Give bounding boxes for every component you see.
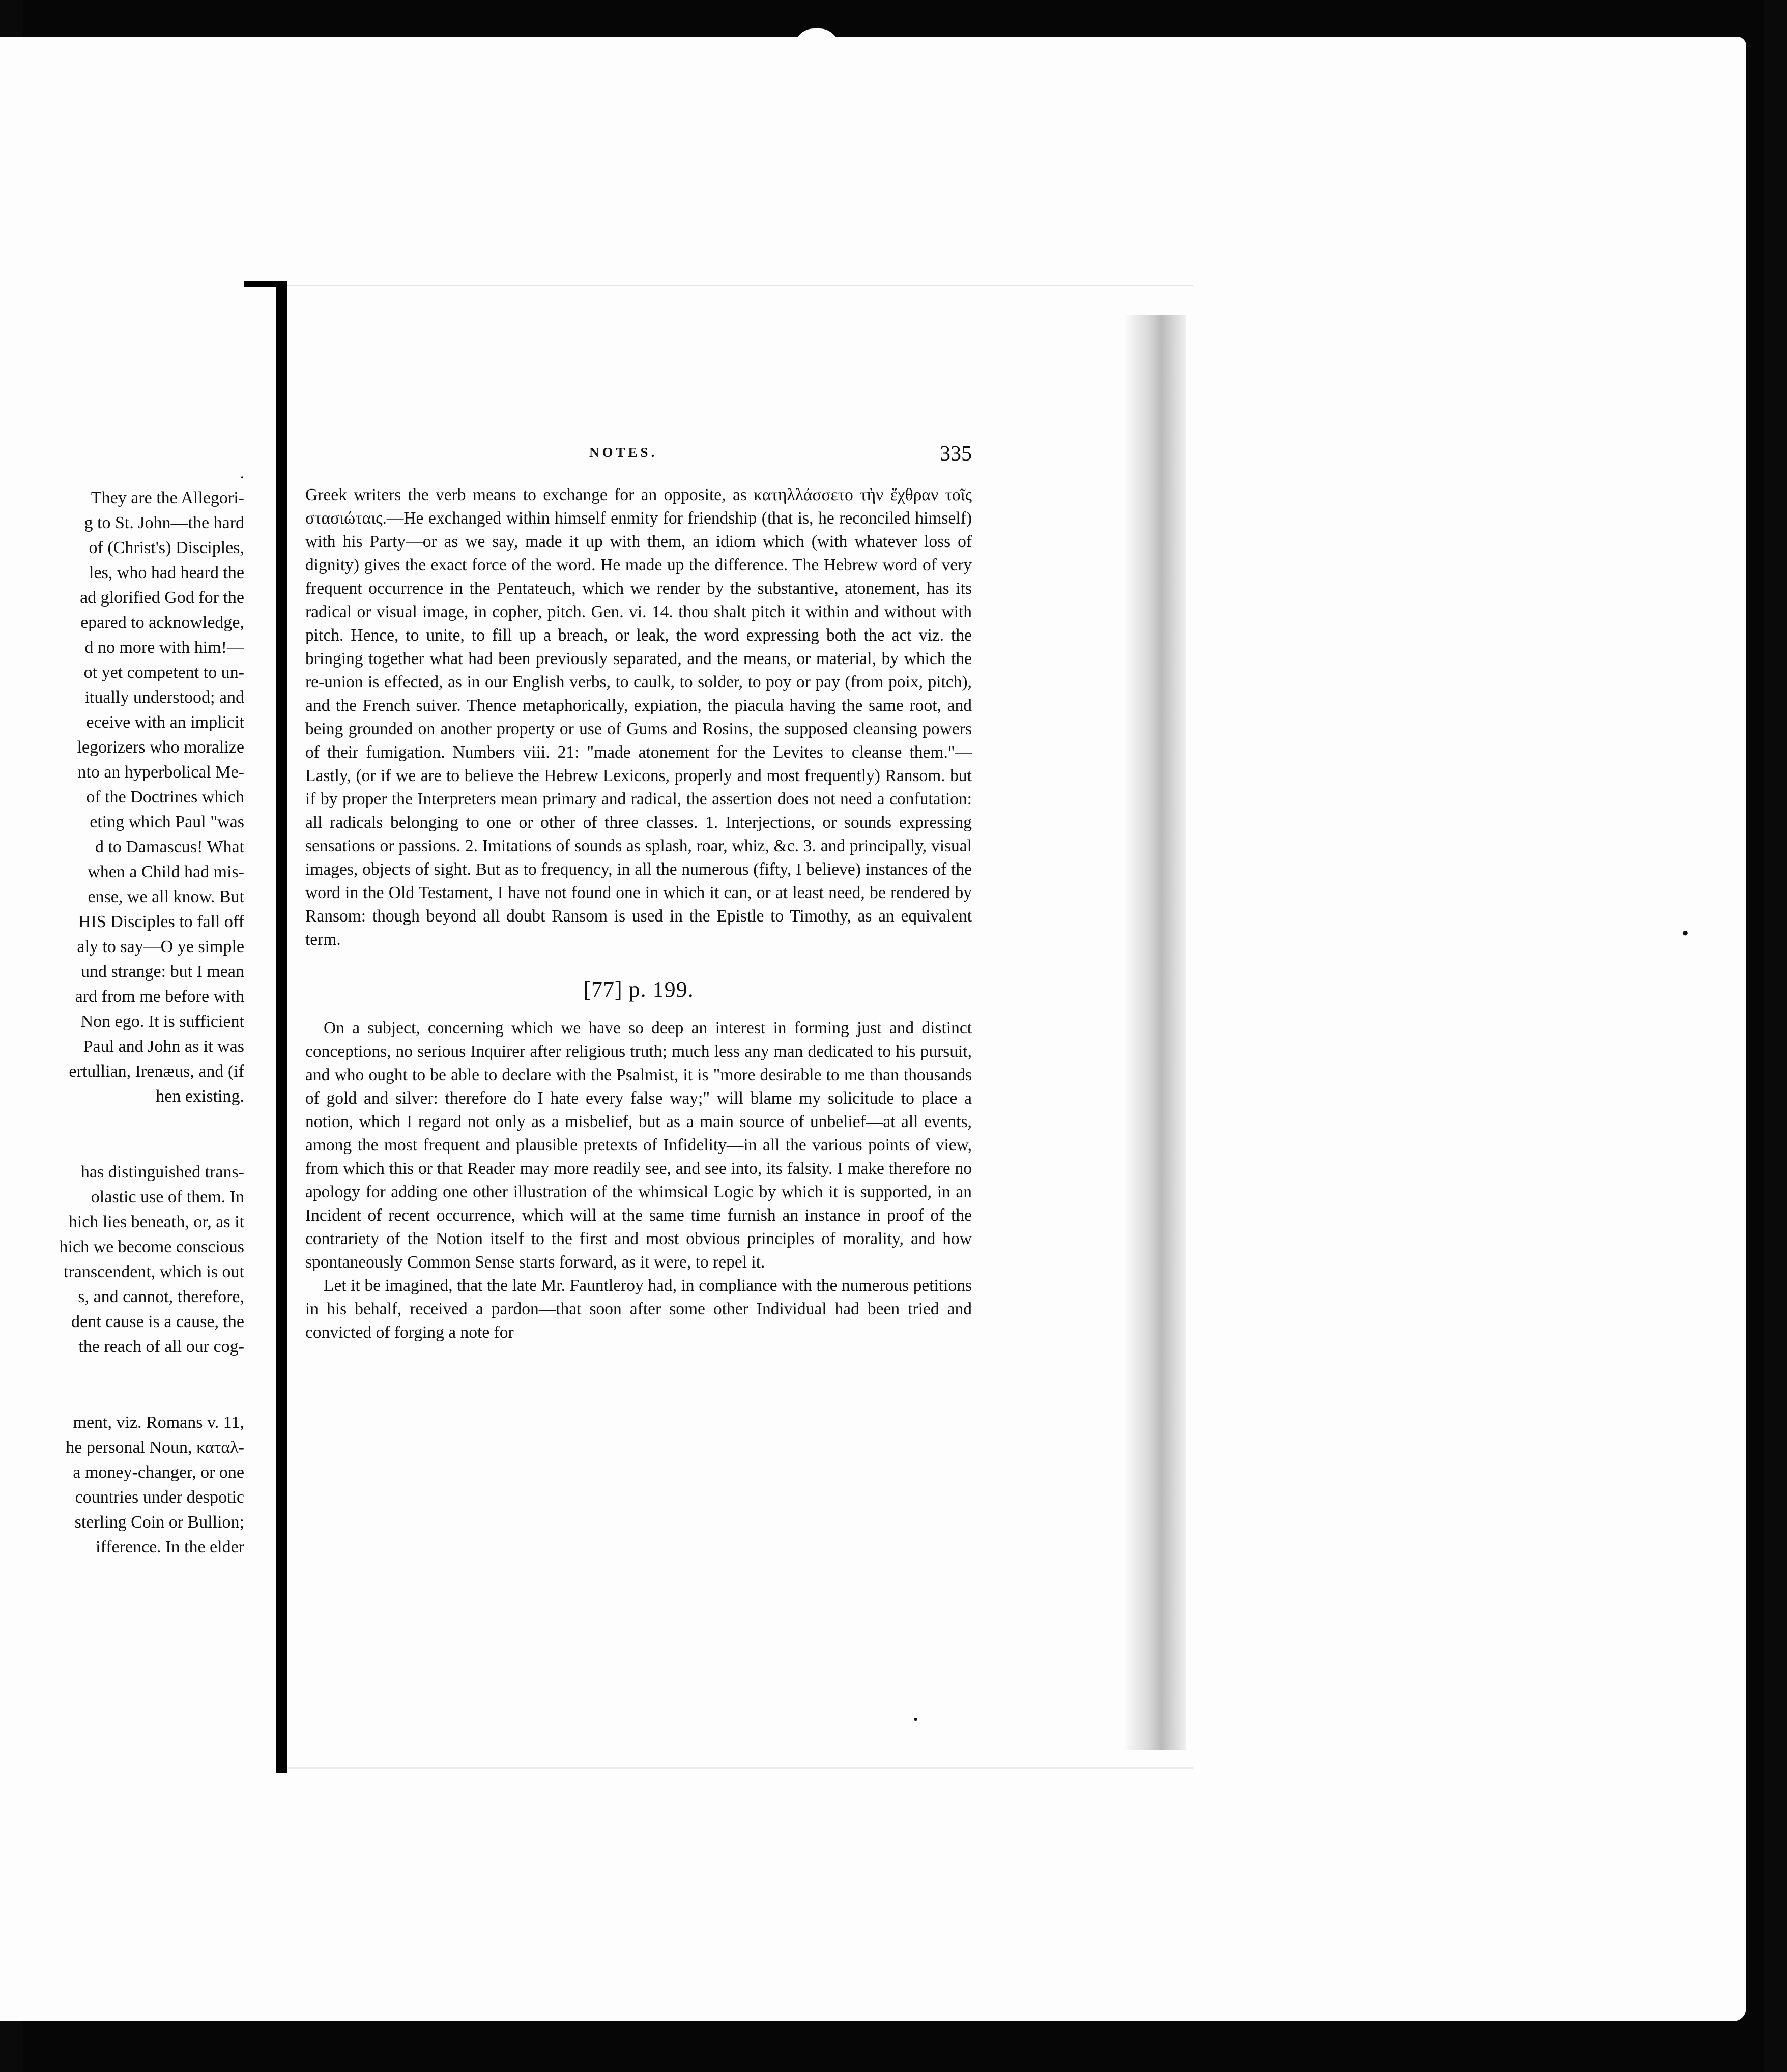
text-line: ot yet competent to un-: [83, 663, 244, 682]
text-line: ad glorified God for the: [80, 588, 244, 607]
text-line: olastic use of them. In: [91, 1188, 244, 1206]
text-line: g to St. John—the hard: [84, 513, 244, 532]
text-line: .: [240, 464, 244, 482]
binding-mark-top: [244, 281, 276, 287]
text-line: a money-changer, or one: [73, 1463, 244, 1482]
text-line: They are the Allegori-: [91, 488, 244, 507]
text-line: les, who had heard the: [89, 563, 244, 582]
paper-tab: [794, 28, 840, 49]
text-line: HIS Disciples to fall off: [78, 912, 244, 931]
text-line: ertullian, Irenæus, and (if: [69, 1062, 244, 1081]
text-line: s, and cannot, therefore,: [78, 1287, 244, 1306]
text-line: ard from me before with: [75, 987, 244, 1006]
text-line: transcendent, which is out: [63, 1262, 244, 1281]
text-line: legorizers who moralize: [77, 738, 244, 757]
text-line: eceive with an implicit: [86, 713, 244, 732]
text-line: hen existing.: [156, 1087, 244, 1106]
text-line: when a Child had mis-: [88, 862, 244, 881]
paragraph: Let it be imagined, that the late Mr. Fauntleroy had, in compliance with the numerous petitions in his behalf, received a pardon—that soon after some other Individual had been tried and convicted of forging a note for: [305, 1276, 972, 1342]
text-line: und strange: but I mean: [80, 962, 244, 981]
text-line: ifference. In the elder: [96, 1538, 244, 1557]
text-line: d to Damascus! What: [95, 838, 244, 856]
text-line: he personal Noun, καταλ-: [66, 1438, 244, 1457]
text-line: hich we become conscious: [59, 1238, 244, 1256]
text-line: has distinguished trans-: [80, 1163, 244, 1182]
running-head: NOTES.: [589, 445, 658, 460]
paragraph: On a subject, concerning which we have so deep an interest in forming just and distinct conceptions, no serious Inquirer after religious truth; much less any man dedicated to his pursuit, and who ought to be able to declare with the Psalmist, it is "more desirable to me than thousands of gold and silver: therefore do I hate every false way;" will blame my solicitude to place a notion, which I regard not only as a misbelief, but as a main source of unbelief—at all events, among the most frequent and plausible pretexts of Infidelity—in all the various points of view, from which this or that Reader may more readily see, and see into, its falsity. I make therefore no apology for adding one other illustration of the whimsical Logic by which it is supported, in an Incident of recent occurrence, which will at the same time furnish an instance in proof of the contrariety of the Notion itself to the first and most obvious principles of morality, and how spontaneously Common Sense starts forward, as it were, to repel it.: [305, 1019, 972, 1272]
text-line: the reach of all our cog-: [78, 1337, 244, 1356]
text-line: dent cause is a cause, the: [71, 1312, 244, 1331]
text-line: countries under despotic: [75, 1488, 244, 1507]
text-line: ense, we all know. But: [88, 887, 244, 906]
text-line: sterling Coin or Bullion;: [74, 1513, 244, 1532]
binding-rule: [276, 281, 287, 1773]
paragraph-continued: Greek writers the verb means to exchange for an opposite, as κατηλλάσσετο τὴν ἔχθραν τοῖς στασιώταις.—He exchanged within himself enmity for friendship (that is, he reconciled himself) with his Party—or as we say, made it up with them, an idiom which (with whatever loss of dignity) gives the exact force of the word. He made up the difference. The Hebrew word of very frequent occurrence in the Pentateuch, which we render by the substantive, atonement, has its radical or visual image, in copher, pitch. Gen. vi. 14. thou shalt pitch it within and without with pitch. Hence, to unite, to fill up a breach, or leak, the word expressing both the act viz. the bringing together what had been previously separated, and the means, or material, by which the re-union is effected, as in our English verbs, to caulk, to solder, to poy or pay (from poix, pitch), and the French suiver. Thence metaphorically, expiation, the piacula having the same root, and being grounded on another property or use of Gums and Rosins, the supposed cleansing powers of their fumigation. Numbers viii. 21: "made atonement for the Levites to cleanse them."—Lastly, (or if we are to believe the Hebrew Lexicons, properly and most frequently) Ransom. but if by proper the Interpreters mean primary and radical, the assertion does not need a confutation: all radicals belonging to one or other of three classes. 1. Interjections, or sounds expressing sensations or passions. 2. Imitations of sounds as splash, roar, whiz, &c. 3. and principally, visual images, objects of sight. But as to frequency, in all the numerous (fifty, I believe) instances of the word in the Old Testament, I have not found one in which it can, or at least need, be rendered by Ransom: though beyond all doubt Ransom is used in the Epistle to Timothy, as an equivalent term.: [305, 485, 972, 949]
text-line: itually understood; and: [84, 688, 244, 707]
left-block-c: [0, 1410, 244, 1560]
text-line: aly to say—O ye simple: [77, 937, 244, 956]
speck-mark: •: [1682, 922, 1689, 944]
text-line: epared to acknowledge,: [80, 613, 244, 632]
note-heading: [77] p. 199.: [583, 977, 694, 1002]
left-page-fragment: [0, 461, 244, 1560]
scan-border-right: [1764, 0, 1787, 2072]
left-block-b: [0, 1160, 244, 1359]
text-line: hich lies beneath, or, as it: [68, 1213, 244, 1231]
right-page-body: [305, 483, 972, 1344]
text-line: eting which Paul "was: [90, 813, 244, 831]
text-line: of (Christ's) Disciples,: [89, 538, 244, 557]
speck-mark: •: [913, 1712, 918, 1727]
text-line: Paul and John as it was: [83, 1037, 244, 1056]
text-line: d no more with him!—: [84, 638, 244, 657]
left-block-a: [0, 461, 244, 1109]
page-number: 335: [940, 442, 972, 466]
text-line: ment, viz. Romans v. 11,: [73, 1413, 244, 1432]
text-line: Non ego. It is sufficient: [80, 1012, 244, 1031]
gutter-shadow: [1125, 315, 1186, 1750]
text-line: nto an hyperbolical Me-: [77, 763, 244, 782]
page-header: [305, 442, 972, 472]
text-line: of the Doctrines which: [86, 788, 244, 807]
